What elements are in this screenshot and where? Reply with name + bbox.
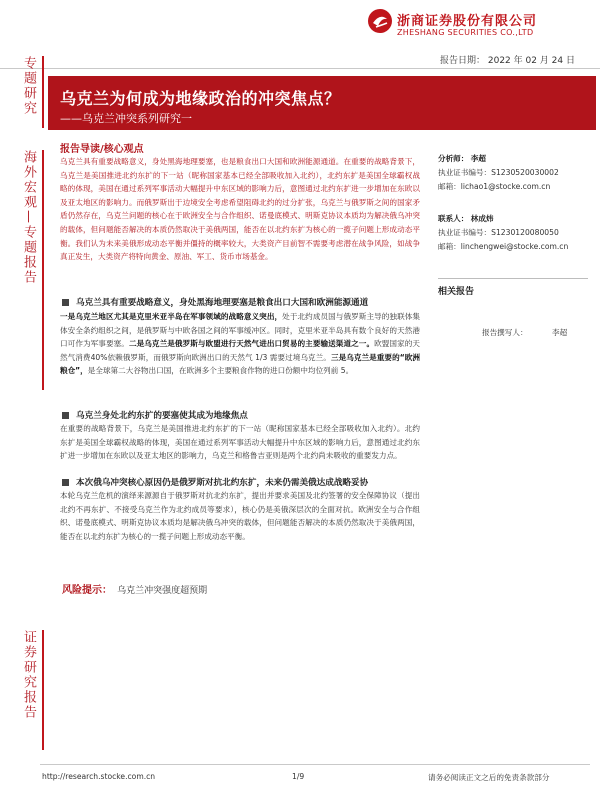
company-name-en: ZHESHANG SECURITIES CO.,LTD	[397, 28, 534, 37]
side-label-middle	[14, 150, 44, 390]
footer-disclaimer: 请务必阅读正文之后的免责条款部分	[428, 773, 550, 782]
side-label-top	[14, 56, 44, 128]
contact-email[interactable]: 邮箱：linchengwei@stocke.com.cn	[438, 242, 569, 251]
report-subtitle: ——乌克兰冲突系列研究一	[60, 112, 192, 125]
side-label-bottom	[14, 630, 44, 750]
report-date: 报告日期： 2022 年 02 月 24 日	[440, 56, 575, 66]
section1-text	[60, 310, 420, 378]
section3-bullet	[62, 479, 69, 486]
related-heading: 相关报告	[438, 287, 475, 297]
related-divider	[438, 278, 588, 279]
contact-name: 林成炜	[470, 214, 494, 223]
section1-bold2: 二是乌克兰是俄罗斯与欧盟进行天然气进出口贸易的主要输送渠道之一。	[128, 339, 375, 349]
section2-heading: 乌克兰身处北约东扩的要塞使其成为地缘焦点	[76, 411, 248, 421]
section1-bold3: 三是乌克兰是重要的“欧洲粮仓”，	[60, 352, 420, 376]
company-logo-icon	[367, 8, 393, 34]
section1-text1: 处于北约成员国与俄罗斯主导的独联体集体安全条约组织之间，是俄罗斯与中欧各国之间的军事缓冲区。同时，克里米亚半岛具有数个良好的天然港口可作为军事要塞。	[60, 312, 421, 349]
side-label-middle-text: 海外宏观—专题报告	[21, 150, 36, 285]
author-label: 报告撰写人：	[482, 328, 528, 337]
side-label-top-text: 专题研究	[21, 56, 36, 116]
section3-text: 本轮乌克兰危机的演绎来源源自于俄罗斯对抗北约东扩，提出并要求美国及北约签署的安全保障协议（提出北约不再东扩、不接受乌克兰作为北约成员等要求），核心仍是美俄深层次的全面对抗。欧洲安全与合作组织、诺曼底模式、明斯克协议本质均是解决俄乌冲突的载体，但问题能否解决的本质仍然取决于美俄两国，能否在以北约东扩为核心的一揽子问题上形成动态平衡。	[60, 491, 420, 541]
footer-divider	[40, 764, 590, 765]
section1-text3: 是全球第二大谷物出口国，在欧洲多个主要粮食作物的进口份额中均位列前 5。	[87, 366, 354, 376]
footer-page: 1/9	[292, 772, 305, 781]
contact-line	[438, 212, 494, 225]
risk-text: 乌克兰冲突强度超预期	[117, 586, 208, 596]
section1-lead: 一是乌克兰地区尤其是克里米亚半岛在军事领域的战略意义突出，	[60, 312, 283, 321]
author-name: 李超	[552, 328, 568, 337]
analyst-name: 李超	[470, 154, 486, 163]
side-label-bottom-text: 证券研究报告	[21, 630, 36, 720]
risk-line	[62, 578, 207, 597]
guide-heading: 报告导读/核心观点	[60, 144, 144, 155]
contact-cert: 执业证书编号：S1230120080050	[438, 228, 559, 237]
section1-heading: 乌克兰具有重要战略意义，身处黑海地理要塞是粮食出口大国和欧洲能源通道	[76, 298, 369, 308]
section3-heading: 本次俄乌冲突核心原因仍是俄罗斯对抗北约东扩，未来仍需美俄达成战略妥协	[76, 478, 369, 488]
header-divider	[0, 68, 600, 69]
risk-label: 风险提示：	[62, 585, 112, 596]
footer-url[interactable]: http://research.stocke.com.cn	[42, 772, 156, 781]
section1-text2: 欧盟国家的天然气消费40%依赖俄罗斯，而俄罗斯向欧洲出口的天然气 1/3 需要过境乌克兰。	[60, 339, 421, 362]
analyst-line	[438, 152, 486, 165]
company-name-cn: 浙商证券股份有限公司	[397, 14, 538, 29]
contact-label: 联系人：	[438, 214, 469, 223]
analyst-email[interactable]: 邮箱：lichao1@stocke.com.cn	[438, 182, 551, 191]
report-title: 乌克兰为何成为地缘政治的冲突焦点？	[60, 89, 341, 108]
section2-bullet	[62, 412, 69, 419]
section2-text: 在重要的战略背景下，乌克兰是美国推进北约东扩的下一站（昵称国家基本已经全部吸收加入北约）。北约东扩是美国全球霸权战略的体现，美国在通过系列军事活动大幅提升中东区域的影响力后，意图通过北约东扩进一步增加在东欧以及亚太地区的影响力，乌克兰和格鲁吉亚则是两个北约尚未吸收的重要发力点。	[60, 424, 420, 461]
guide-text: 乌克兰具有重要战略意义，身处黑海地理要塞，也是粮食出口大国和欧洲能源通道。在重要的战略背景下，乌克兰是美国推进北约东扩的下一站（昵称国家基本已经全部吸收加入北约），北约东扩是美国全球霸权战略的体现，美国在通过系列军事活动大幅提升中东区域的影响力后，意图通过北约东扩进一步增加在东欧以及亚太地区的影响力。而俄罗斯出于边境安全考虑希望阻碍北约的过分扩张，乌克兰与俄罗斯之间的国家矛盾仍然存在，乌克兰问题的核心在于欧洲安全与合作组织、诺曼底模式、明斯克协议本质均为解决俄乌冲突的载体，但问题能否解决的本质仍然取决于美俄两国，能否在以北约东扩为核心的一揽子问题上形成动态平衡。我们认为未来美俄形成动态平衡并僵持的概率较大，大类资产目前智不需要考虑潜在战争风险，如战争真正发生，大类资产将特向黄金、原油、军工、货币市场基金。	[60, 157, 420, 262]
section1-bullet	[62, 299, 69, 306]
analyst-label: 分析师：	[438, 154, 469, 163]
analyst-cert: 执业证书编号：S1230520030002	[438, 168, 559, 177]
